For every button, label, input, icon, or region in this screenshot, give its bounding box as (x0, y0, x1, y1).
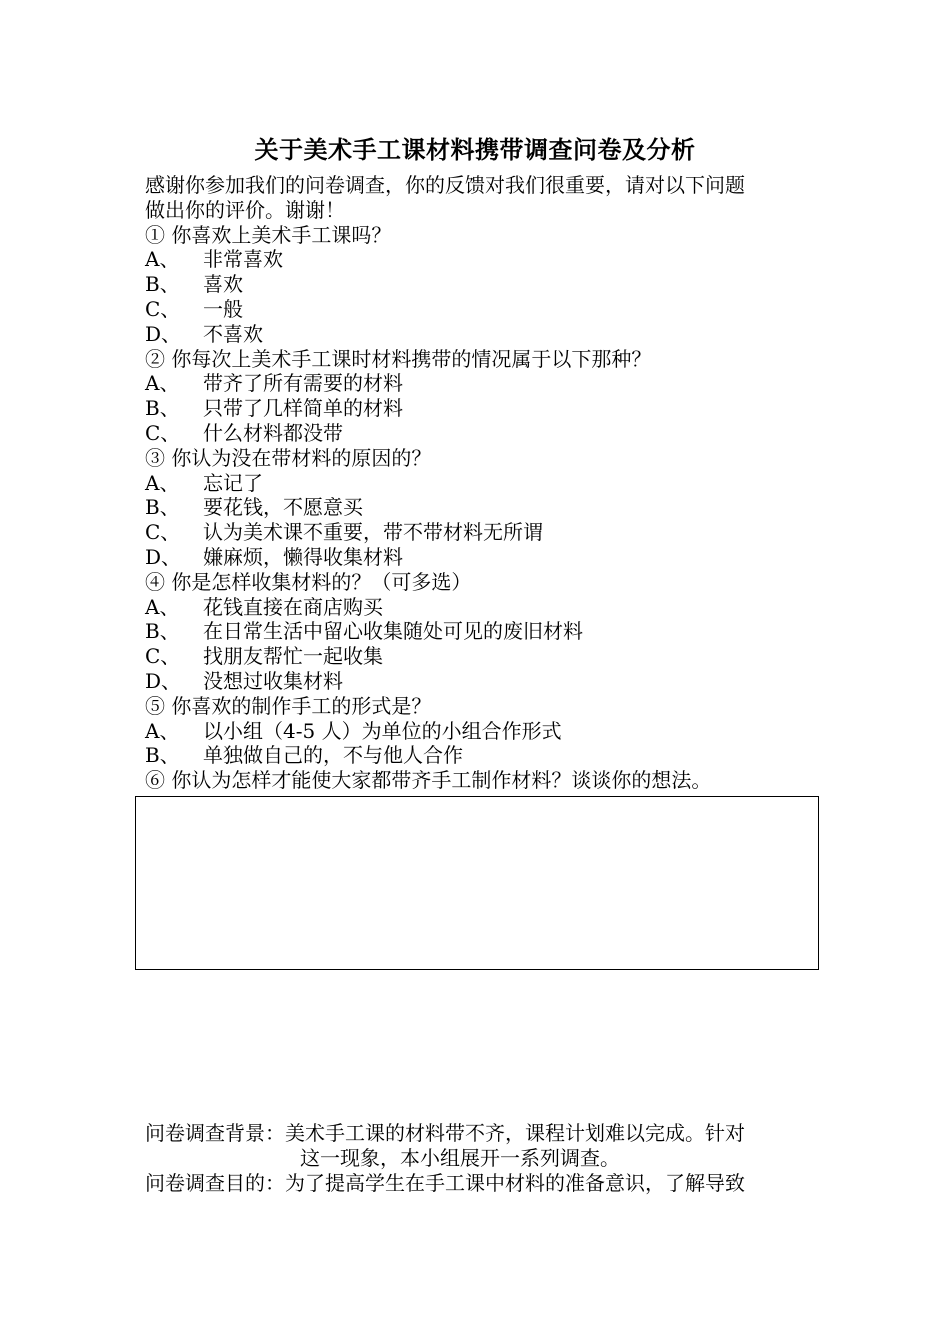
option-text: 带齐了所有需要的材料 (203, 371, 403, 396)
option-text: 什么材料都没带 (203, 420, 343, 445)
option-letter: B、 (145, 619, 180, 644)
option-letter: B、 (145, 272, 180, 297)
answer-box[interactable] (135, 796, 819, 970)
option-letter: D、 (145, 321, 182, 346)
option-letter: D、 (145, 668, 182, 693)
option-letter: A、 (145, 594, 180, 619)
option-text: 非常喜欢 (203, 247, 283, 272)
option-text: 不喜欢 (203, 321, 263, 346)
question-2-option-b (145, 396, 815, 421)
option-text: 喜欢 (203, 272, 243, 297)
option-text: 要花钱，不愿意买 (203, 495, 363, 520)
option-letter: B、 (145, 495, 180, 520)
question-3-option-d (145, 545, 815, 570)
option-text: 只带了几样简单的材料 (203, 396, 403, 421)
option-text: 在日常生活中留心收集随处可见的废旧材料 (203, 619, 583, 644)
option-text: 找朋友帮忙一起收集 (203, 644, 383, 669)
question-5: ⑤ 你喜欢的制作手工的形式是？ (145, 693, 432, 718)
option-letter: B、 (145, 396, 180, 421)
option-letter: A、 (145, 371, 180, 396)
question-1-option-a (145, 247, 815, 272)
question-1: ① 你喜欢上美术手工课吗？ (145, 222, 392, 247)
option-text: 以小组（4-5 人）为单位的小组合作形式 (203, 718, 562, 743)
question-4-option-d (145, 669, 815, 694)
option-text: 忘记了 (203, 470, 263, 495)
intro-line-2: 做出你的评价。谢谢！ (145, 197, 345, 222)
option-text: 嫌麻烦，懒得收集材料 (203, 544, 403, 569)
option-letter: C、 (145, 520, 181, 545)
option-letter: C、 (145, 296, 181, 321)
question-6: ⑥ 你认为怎样才能使大家都带齐手工制作材料？谈谈你的想法。 (145, 768, 712, 793)
question-1-option-b (145, 272, 815, 297)
option-text: 没想过收集材料 (203, 668, 343, 693)
question-4-option-a (145, 595, 815, 620)
question-1-option-c (145, 297, 815, 322)
question-2-option-a (145, 371, 815, 396)
question-4: ④ 你是怎样收集材料的？（可多选） (145, 569, 472, 594)
survey-notes (145, 1121, 815, 1195)
question-2: ② 你每次上美术手工课时材料携带的情况属于以下那种？ (145, 346, 652, 371)
option-letter: C、 (145, 420, 181, 445)
question-2-option-c (145, 421, 815, 446)
intro-line-1: 感谢你参加我们的问卷调查，你的反馈对我们很重要，请对以下问题 (145, 173, 745, 197)
question-5-option-b (145, 743, 815, 768)
option-letter: A、 (145, 470, 180, 495)
option-letter: A、 (145, 247, 180, 272)
question-3-option-c (145, 520, 815, 545)
question-4-option-b (145, 619, 815, 644)
option-letter: D、 (145, 544, 182, 569)
document-title: 关于美术手工课材料携带调查问卷及分析 (254, 136, 696, 164)
option-text: 一般 (203, 296, 243, 321)
question-3: ③ 你认为没在带材料的原因的？ (145, 445, 432, 470)
survey-background-line-2: 这一现象，本小组展开一系列调查。 (300, 1145, 620, 1170)
option-text: 认为美术课不重要，带不带材料无所谓 (203, 520, 543, 545)
questionnaire-body (145, 173, 815, 793)
option-letter: B、 (145, 743, 180, 768)
question-4-option-c (145, 644, 815, 669)
survey-purpose-line-1: 问卷调查目的：为了提高学生在手工课中材料的准备意识，了解导致 (145, 1170, 745, 1195)
question-3-option-a (145, 471, 815, 496)
question-3-option-b (145, 495, 815, 520)
survey-background-line-1: 问卷调查背景：美术手工课的材料带不齐，课程计划难以完成。针对 (145, 1121, 745, 1145)
option-letter: C、 (145, 644, 181, 669)
option-letter: A、 (145, 718, 180, 743)
question-5-option-a (145, 719, 815, 744)
option-text: 花钱直接在商店购买 (203, 594, 383, 619)
option-text: 单独做自己的，不与他人合作 (203, 743, 463, 768)
question-1-option-d (145, 322, 815, 347)
